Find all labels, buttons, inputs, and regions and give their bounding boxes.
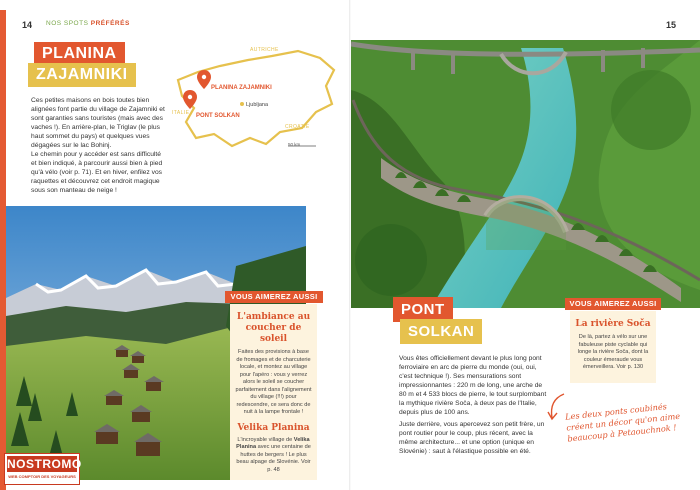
- map-pin-planina: [197, 70, 211, 89]
- pont-title-line2: SOLKAN: [400, 319, 482, 344]
- box-left-text-2-pre: L'incroyable village de: [237, 436, 294, 443]
- box-left-text-2: [230, 437, 317, 475]
- map-label-croatie: CROATIE: [285, 124, 310, 130]
- box-right-title: La rivière Soča: [575, 319, 651, 329]
- page-number-right: 15: [666, 20, 677, 30]
- map-label-autriche: AUTRICHE: [250, 47, 279, 53]
- box-right-panel: [570, 311, 656, 383]
- pont-paragraph-2: Juste derrière, vous apercevez son petit frère, un pont routier pour le coup, plus récent, avec la même architecture... et une option (unique en Slovénie) : saut à l'élastique possible en été.: [399, 421, 545, 455]
- logo-name: NOSTROMO: [7, 457, 82, 471]
- pont-title-line1: PONT: [393, 297, 453, 322]
- section-highlight: PRÉFÉRÉS: [90, 20, 130, 27]
- box-right-text: De là, partez à vélo sur une fabuleuse piste cyclable qui longe la rivière Soča, dont la couleur émeraude vous émerveillera. Voir p. 130: [577, 334, 649, 370]
- box-left-text-2-bold: Velika Planina: [236, 436, 310, 450]
- planina-paragraph-1: Ces petites maisons en bois toutes bien alignées font partie du village de Zajamniki et sont garanties sans touristes (mais avec des vaches !). En arrière-plan, le Triglav (le plus haut sommet du pays) et quelques vues dégagées sur le lac Bohinj.: [31, 97, 165, 149]
- photo-pont-solkan: [351, 40, 700, 308]
- section-prefix: NOS SPOTS: [46, 20, 89, 27]
- ljubljana-dot: [240, 102, 244, 106]
- planina-paragraph-2: Le chemin pour y accéder est sans difficulté et bien indiqué, à parcourir aussi bien à pied qu'à vélo (voir p. 71). Et en hiver, enfilez vos raquettes et découvrez cet endroit magique sous son manteau de neige !: [31, 151, 163, 194]
- map-scale-label: 50 km: [288, 142, 301, 147]
- page-number-left: 14: [22, 20, 33, 30]
- handwritten-note: Les deux ponts coubinés créent un décor qu'on aime beaucoup à Petaouchnok !: [564, 401, 681, 444]
- map-label-ljubljana: Ljubljana: [246, 102, 269, 108]
- map-pin-pont: [183, 90, 197, 109]
- box-left-title-1: L'ambiance au coucher de soleil: [236, 312, 311, 344]
- box-left-title-2: Velika Planina: [237, 422, 310, 433]
- nostromo-logo: [4, 453, 80, 485]
- box-left-text-2-post: avec une centaine de huttes de bergers ! Le plus beau alpage de Slovénie. Voir p. 48: [236, 444, 311, 473]
- logo-tagline: WEB COMPTOIR DES VOYAGEURS: [8, 474, 76, 479]
- map-label-planina: PLANINA ZAJAMNIKI: [211, 85, 272, 91]
- planina-title-line1: PLANINA: [34, 42, 125, 66]
- box-left-text-1: Faites des provisions à base de fromages et de charcuterie locale, et montez au village pour l'apéro : vous y verrez alors le soleil se coucher parfaitement dans l'alignement du village (!!!) pour redescendre, ce sera donc de nuit à la lampe frontale !: [235, 349, 312, 415]
- box-left-panel: [230, 304, 317, 480]
- box-left-tag: VOUS AIMEREZ AUSSI: [225, 291, 323, 303]
- planina-title-line2: ZAJAMNIKI: [28, 63, 136, 87]
- map-label-pont: PONT SOLKAN: [196, 113, 240, 119]
- slovenia-map: [170, 42, 340, 152]
- map-label-italie: ITALIE: [172, 110, 190, 116]
- pont-paragraph-1: Vous êtes officiellement devant le plus long pont ferroviaire en arc de pierre du monde (oui, oui, c'est technique !). Ses mensurations sont impressionnantes : 220 m de long, une arche de 80 m et 4 533 blocs de pierre, le tout surplombant la mythique rivière Soča, à deux pas de l'Italie, depuis plus de 100 ans.: [399, 355, 547, 416]
- box-right-tag: VOUS AIMEREZ AUSSI: [565, 298, 661, 310]
- section-header: [46, 20, 130, 27]
